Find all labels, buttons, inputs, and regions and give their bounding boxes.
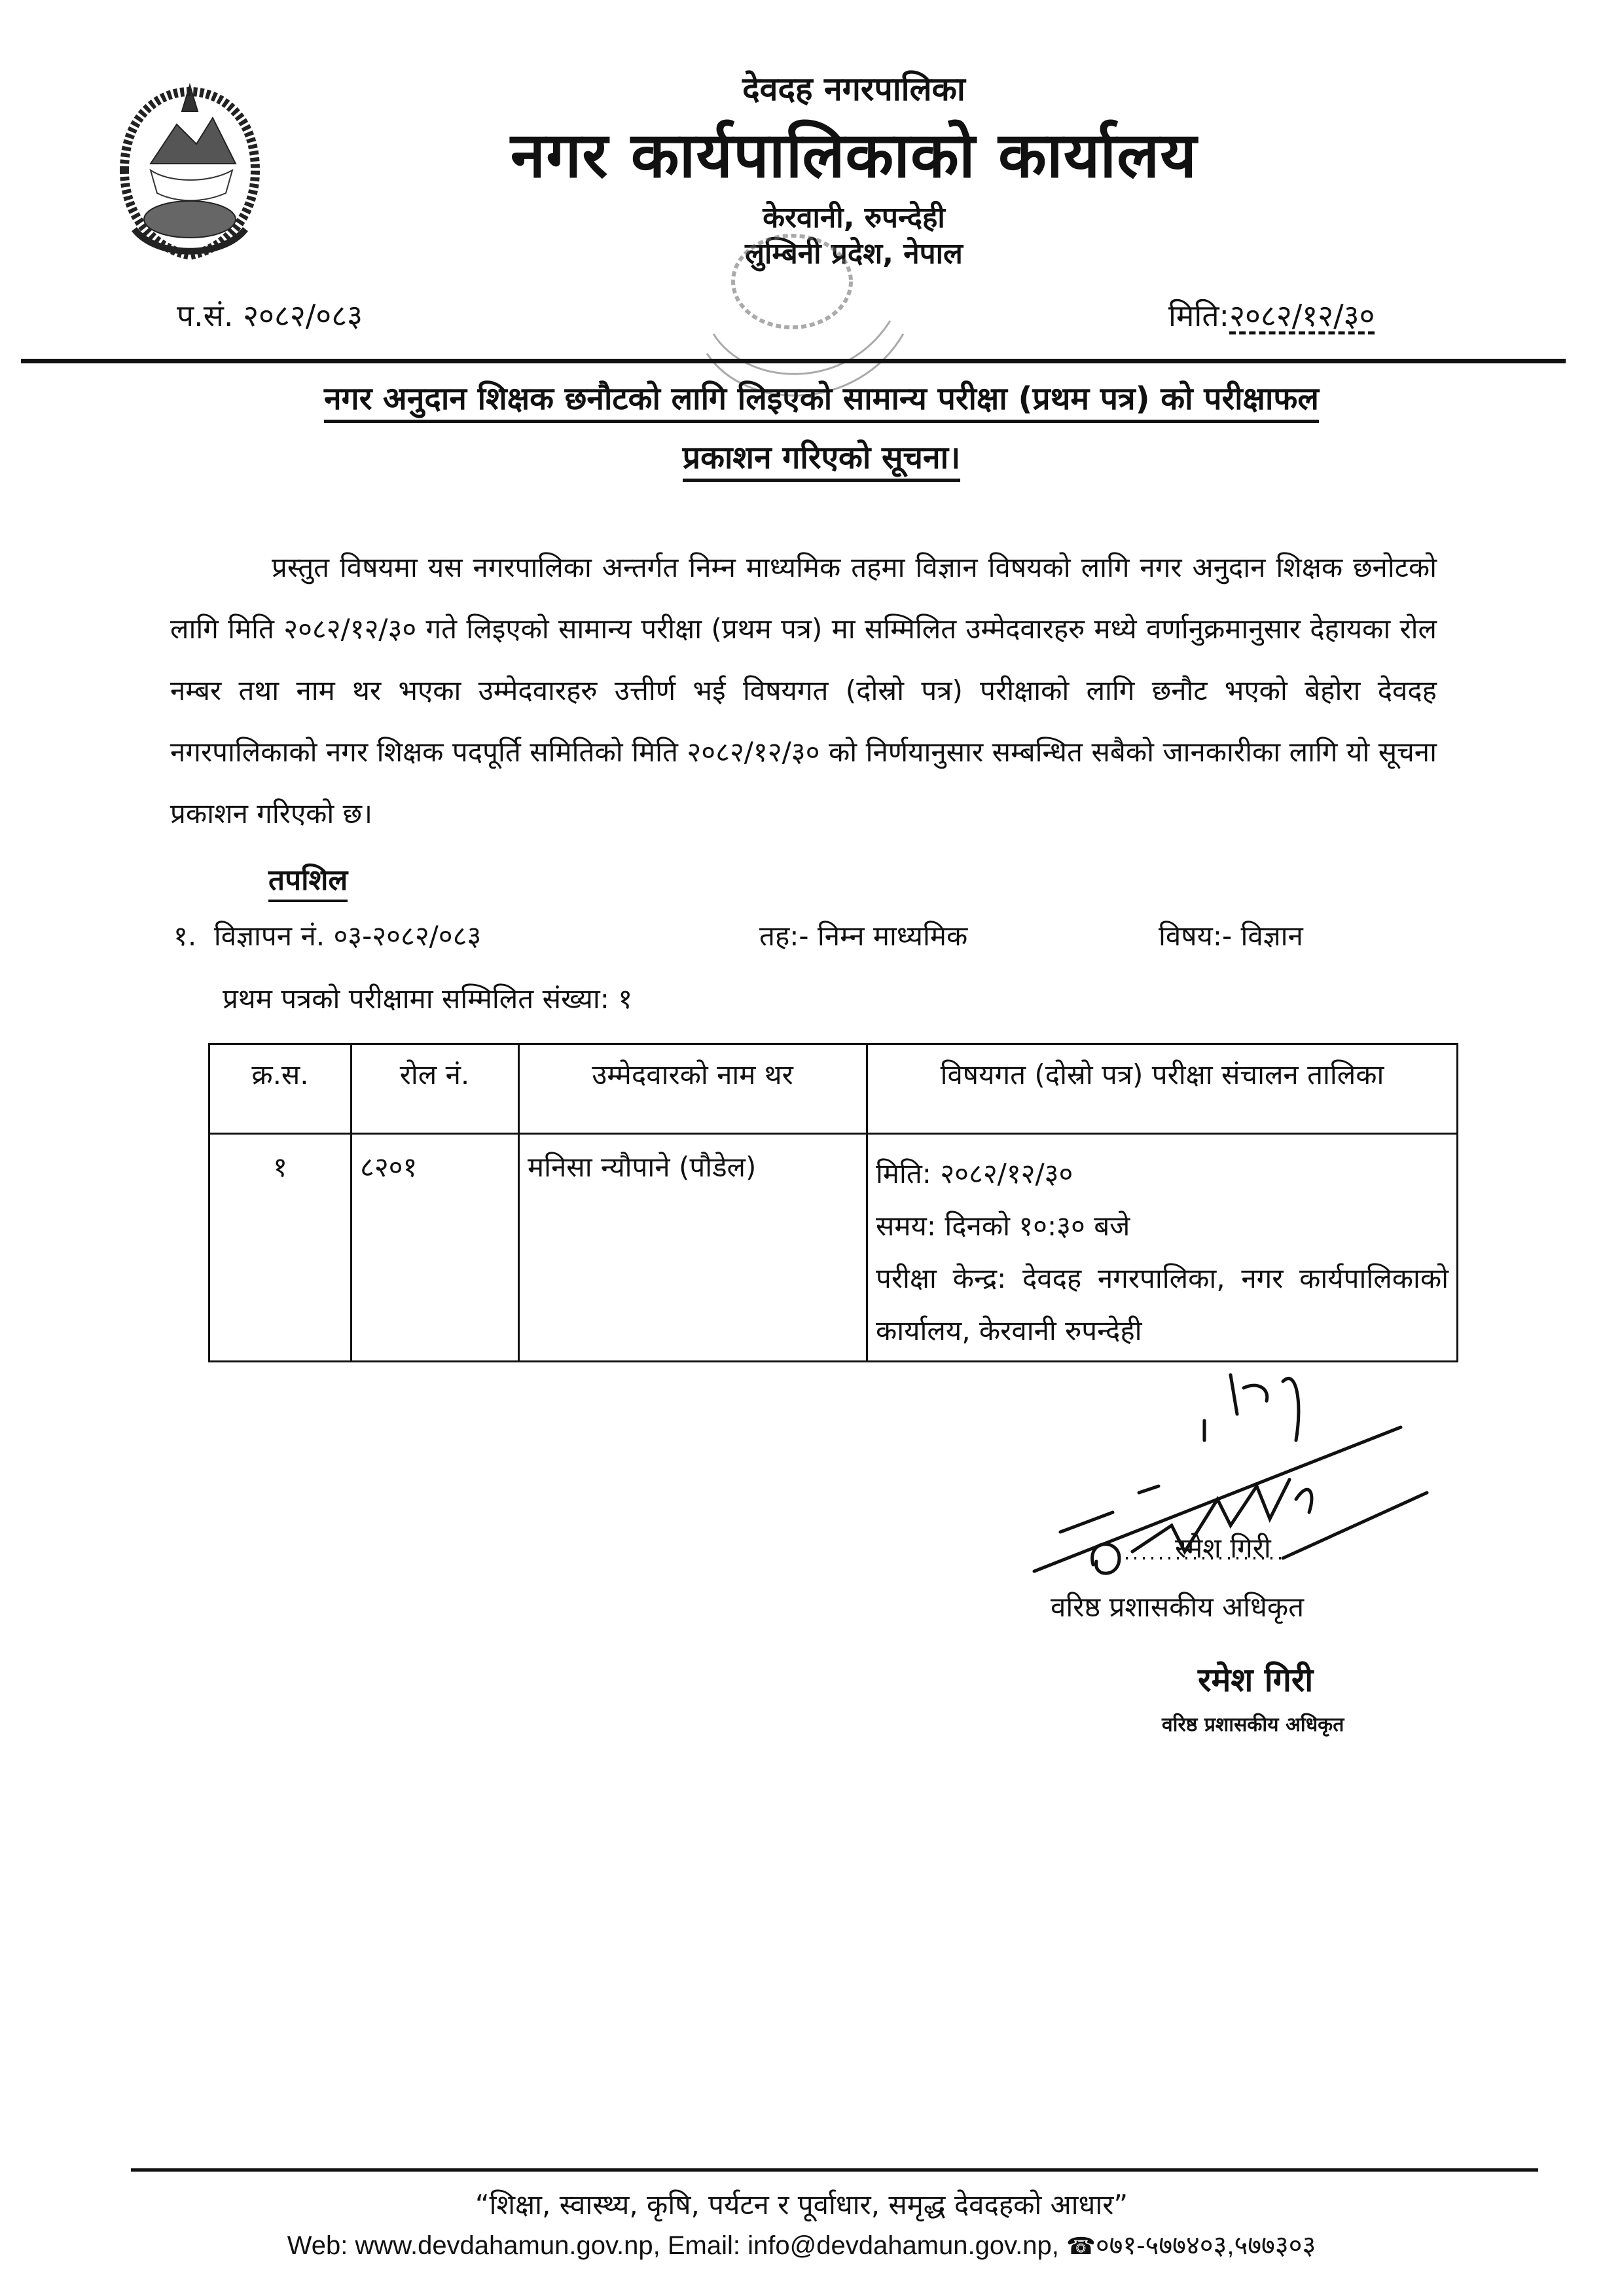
table-header-row (209, 1044, 1458, 1134)
email-link[interactable]: info@devdahamun.gov.np, (747, 2231, 1059, 2260)
website-link[interactable]: www.devdahamun.gov.np, (355, 2231, 660, 2260)
email-label: Email: (667, 2231, 740, 2260)
seal-post: वरिष्ठ प्रशासकीय अधिकृत (1162, 1713, 1344, 1736)
participant-count: प्रथम पत्रको परीक्षामा सम्मिलित संख्या: १ (223, 983, 633, 1015)
seal-name: रमेश गिरी (1198, 1661, 1314, 1699)
header-roll: रोल नं. (351, 1044, 519, 1134)
header-schedule: विषयगत (दोस्रो पत्र) परीक्षा संचालन तालिका (867, 1044, 1458, 1134)
signatory-post: वरिष्ठ प्रशासकीय अधिकृत (1051, 1591, 1305, 1623)
schedule-date: मिति: २०८२/१२/३० (876, 1157, 1073, 1190)
footer-contact (0, 2226, 1603, 2262)
header-divider (21, 359, 1566, 363)
notice-title-line-1 (236, 376, 1407, 419)
header-name: उम्मेदवारको नाम थर (519, 1044, 867, 1134)
cell-schedule (867, 1134, 1458, 1362)
reference-number (177, 295, 363, 335)
details-heading: तपशिल (268, 859, 348, 902)
footer-motto: “शिक्षा, स्वास्थ्य, कृषि, पर्यटन र पूर्वाधार, समृद्ध देवदहको आधार” (475, 2189, 1128, 2221)
cell-name: मनिसा न्यौपाने (पौडेल) (519, 1134, 867, 1362)
level-info: तह:- निम्न माध्यमिक (759, 920, 968, 952)
subject-info: विषय:- विज्ञान (1159, 920, 1303, 952)
reference-label: प.सं. (177, 298, 234, 333)
web-label: Web: (287, 2231, 348, 2260)
address-line-2: लुम्बिनी प्रदेश, नेपाल (745, 237, 963, 270)
footer-divider (131, 2168, 1538, 2172)
office-name: नगर कार्यपालिकाको कार्यालय (510, 118, 1198, 192)
schedule-center: परीक्षा केन्द्र: देवदह नगरपालिका, नगर कार्यपालिकाको कार्यालय, केरवानी रुपन्देही (876, 1262, 1449, 1347)
advertisement-number (173, 917, 481, 954)
advertisement-text: विज्ञापन नं. ०३-२०८२/०८३ (213, 920, 482, 952)
result-table (208, 1043, 1458, 1362)
schedule-time: समय: दिनको १०:३० बजे (876, 1210, 1130, 1242)
cell-roll: ८२०१ (351, 1134, 519, 1362)
cell-serial: १ (209, 1134, 351, 1362)
signatory-name: रमेश गिरी (1175, 1532, 1271, 1564)
item-number: १. (173, 920, 197, 952)
notice-title-text-1: नगर अनुदान शिक्षक छनौटको लागि लिइएको सामान्य परीक्षा (प्रथम पत्र) को परीक्षाफल (324, 380, 1319, 423)
issue-date (1168, 295, 1375, 335)
phone-icon: ☎ (1066, 2232, 1096, 2259)
date-label: मिति: (1168, 298, 1230, 333)
address-line-1: केरवानी, रुपन्देही (763, 201, 945, 234)
date-value: २०८२/१२/३० (1229, 298, 1375, 333)
header-serial: क्र.स. (209, 1044, 351, 1134)
municipality-name: देवदह नगरपालिका (742, 70, 965, 108)
notice-body: प्रस्तुत विषयमा यस नगरपालिका अन्तर्गत निम्न माध्यमिक तहमा विज्ञान विषयको लागि नगर अनुदान शिक्षक छनोटको लागि मिति २०८२/१२/३० गते लिइएको सामान्य परीक्षा (प्रथम पत्र) मा सम्मिलित उम्मेदवारहरु मध्ये वर्णानुक्रमानुसार देहायका रोल नम्बर तथा नाम थर भएका उम्मेदवारहरु उत्तीर्ण भई विषयगत (दोस्रो पत्र) परीक्षाको लागि छनौट भएको बेहोरा देवदह नगरपालिकाको नगर शिक्षक पदपूर्ति समितिको मिति २०८२/१२/३० को निर्णयानुसार सम्बन्धित सबैको जानकारीका लागि यो सूचना प्रकाशन गरिएको छ। (170, 551, 1437, 829)
notice-title-line-2 (236, 435, 1407, 478)
notice-title-text-2: प्रकाशन गरिएको सूचना। (683, 439, 960, 482)
reference-value: २०८२/०८३ (243, 298, 363, 333)
phone-number: ०७१-५७७४०३,५७७३०३ (1095, 2231, 1316, 2260)
table-row (209, 1134, 1458, 1362)
